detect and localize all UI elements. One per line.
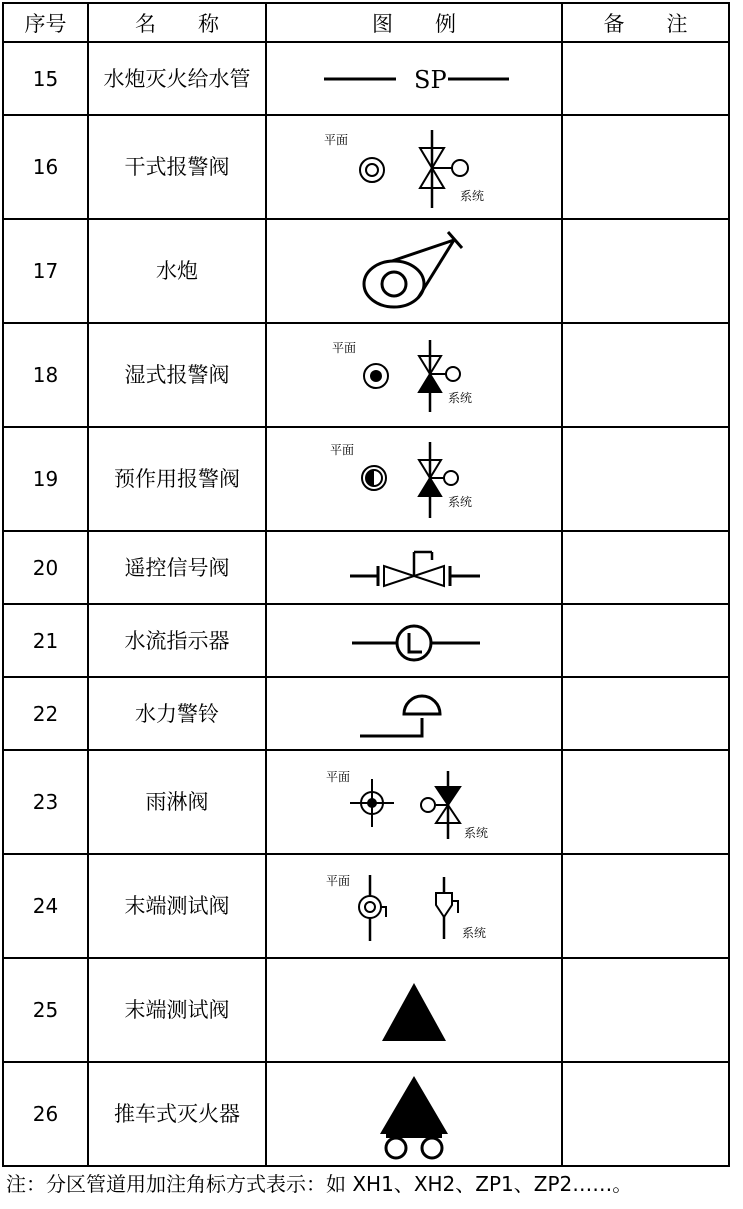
row-remark [562, 42, 729, 115]
water-flow-indicator-symbol [314, 611, 514, 671]
row-name: 末端测试阀 [88, 854, 266, 958]
plan-label: 平面 [330, 443, 355, 457]
row-name: 水流指示器 [88, 604, 266, 677]
water-alarm-bell-symbol [314, 684, 514, 744]
header-row [3, 3, 729, 42]
legend-table [2, 2, 730, 1167]
row-index: 21 [3, 604, 88, 677]
wet-alarm-valve-symbol [314, 330, 514, 420]
row-name: 水炮灭火给水管 [88, 42, 266, 115]
table-row [3, 115, 729, 219]
table-row [3, 1062, 729, 1166]
row-remark [562, 323, 729, 427]
table-row [3, 42, 729, 115]
row-legend [266, 958, 562, 1062]
row-name: 末端测试阀 [88, 958, 266, 1062]
table-row [3, 219, 729, 323]
table-row [3, 531, 729, 604]
dry-alarm-valve-symbol [314, 122, 514, 212]
table-row [3, 677, 729, 750]
row-remark [562, 531, 729, 604]
plan-label: 平面 [326, 874, 351, 888]
sp-label: SP [414, 65, 447, 94]
header-name: 名 称 [88, 3, 266, 42]
row-name: 推车式灭火器 [88, 1062, 266, 1166]
row-name: 遥控信号阀 [88, 531, 266, 604]
fire-monitor-pipe-symbol [314, 59, 514, 99]
table-row [3, 604, 729, 677]
row-legend [266, 531, 562, 604]
end-test-valve-symbol [314, 861, 514, 951]
system-label: 系统 [448, 495, 473, 509]
row-name: 湿式报警阀 [88, 323, 266, 427]
table-row [3, 854, 729, 958]
row-index: 22 [3, 677, 88, 750]
row-legend [266, 1062, 562, 1166]
row-remark [562, 115, 729, 219]
row-legend [266, 604, 562, 677]
row-name: 干式报警阀 [88, 115, 266, 219]
footnote: 注：分区管道用加注角标方式表示：如 XH1、XH2、ZP1、ZP2……。 [6, 1172, 633, 1196]
row-index: 24 [3, 854, 88, 958]
row-index: 26 [3, 1062, 88, 1166]
header-legend: 图 例 [266, 3, 562, 42]
plan-label: 平面 [332, 341, 357, 355]
table-row [3, 958, 729, 1062]
row-index: 16 [3, 115, 88, 219]
row-index: 19 [3, 427, 88, 531]
row-remark [562, 958, 729, 1062]
row-legend [266, 677, 562, 750]
plan-label: 平面 [324, 133, 349, 147]
row-legend [266, 42, 562, 115]
system-label: 系统 [448, 391, 473, 405]
row-legend [266, 750, 562, 854]
row-remark [562, 427, 729, 531]
row-index: 25 [3, 958, 88, 1062]
row-legend [266, 219, 562, 323]
row-legend [266, 427, 562, 531]
row-remark [562, 854, 729, 958]
row-name: 水炮 [88, 219, 266, 323]
header-index: 序号 [3, 3, 88, 42]
table-row [3, 427, 729, 531]
system-label: 系统 [464, 826, 489, 840]
row-index: 20 [3, 531, 88, 604]
row-index: 18 [3, 323, 88, 427]
row-remark [562, 219, 729, 323]
table-row [3, 750, 729, 854]
plan-label: 平面 [326, 770, 351, 784]
row-legend [266, 854, 562, 958]
system-label: 系统 [460, 189, 485, 203]
row-index: 17 [3, 219, 88, 323]
row-remark [562, 1062, 729, 1166]
filled-triangle-symbol [314, 965, 514, 1055]
row-remark [562, 750, 729, 854]
cart-extinguisher-symbol [314, 1066, 514, 1162]
system-label: 系统 [462, 926, 487, 940]
row-name: 雨淋阀 [88, 750, 266, 854]
row-remark [562, 677, 729, 750]
row-name: 水力警铃 [88, 677, 266, 750]
table-row [3, 323, 729, 427]
row-remark [562, 604, 729, 677]
fire-monitor-symbol [314, 226, 514, 316]
header-remark: 备 注 [562, 3, 729, 42]
row-index: 23 [3, 750, 88, 854]
row-legend [266, 115, 562, 219]
row-legend [266, 323, 562, 427]
remote-signal-valve-symbol [314, 538, 514, 598]
row-name: 预作用报警阀 [88, 427, 266, 531]
deluge-valve-symbol [314, 757, 514, 847]
preaction-alarm-valve-symbol [314, 434, 514, 524]
row-index: 15 [3, 42, 88, 115]
